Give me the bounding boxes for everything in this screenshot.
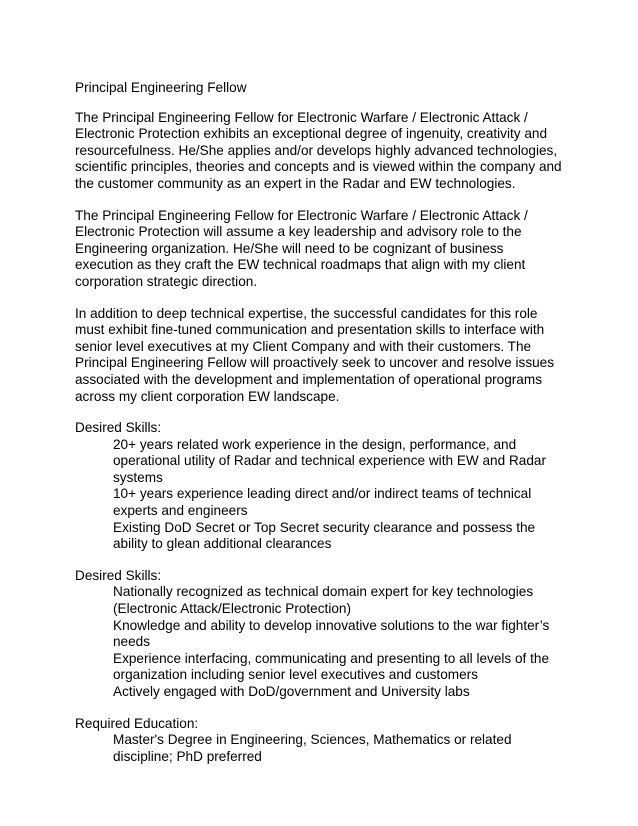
section-heading: Required Education: bbox=[75, 715, 199, 731]
list-item: 10+ years experience leading direct and/or indirect teams of technical experts and engineers bbox=[113, 486, 532, 519]
list-item: Experience interfacing, communicating and presenting to all levels of the organization including senior level executives and customers bbox=[113, 650, 550, 683]
leadership-paragraph: The Principal Engineering Fellow for Electronic Warfare / Electronic Attack / Electronic Protection will assume a key leadership and advisory role to the Engineering organization. He/She will need to be cognizant of business execution as they craft the EW technical roadmaps that align with my client corporation strategic direction. bbox=[75, 207, 528, 289]
intro-paragraph: The Principal Engineering Fellow for Electronic Warfare / Electronic Attack / Electronic Protection exhibits an exceptional degree of ingenuity, creativity and resourcefulness. He/She applies and/or develops highly advanced technologies, scientific principles, theories and concepts and is viewed within the company and the customer community as an expert in the Radar and EW technologies. bbox=[75, 109, 562, 191]
list-item: Master's Degree in Engineering, Sciences, Mathematics or related discipline; PhD preferred bbox=[113, 732, 512, 764]
required-education-section bbox=[75, 716, 565, 766]
expertise-paragraph: In addition to deep technical expertise, the successful candidates for this role must exhibit fine-tuned communication and presentation skills to interface with senior level executives at my Client Company and with their customers. The Principal Engineering Fellow will proactively seek to uncover and resolve issues associated with the development and implementation of operational programs across my client corporation EW landscape. bbox=[75, 305, 555, 404]
list-item: Nationally recognized as technical domain expert for key technologies (Electronic Attack/Electronic Protection) bbox=[113, 584, 534, 617]
skills-list bbox=[75, 437, 565, 553]
list-item: 20+ years related work experience in the design, performance, and operational utility of Radar and technical experience with EW and Radar systems bbox=[113, 436, 546, 485]
skills-list bbox=[75, 584, 565, 700]
list-item: Actively engaged with DoD/government and University labs bbox=[113, 684, 470, 699]
section-heading: Desired Skills: bbox=[75, 420, 162, 436]
list-item: Knowledge and ability to develop innovative solutions to the war fighter’s needs bbox=[113, 617, 550, 650]
document-title: Principal Engineering Fellow bbox=[75, 80, 247, 95]
document-body bbox=[75, 80, 565, 765]
desired-skills-section-1 bbox=[75, 420, 565, 553]
education-list bbox=[75, 732, 565, 765]
desired-skills-section-2 bbox=[75, 568, 565, 701]
section-heading: Desired Skills: bbox=[75, 567, 162, 583]
list-item: Existing DoD Secret or Top Secret security clearance and possess the ability to glean additional clearances bbox=[113, 519, 536, 552]
